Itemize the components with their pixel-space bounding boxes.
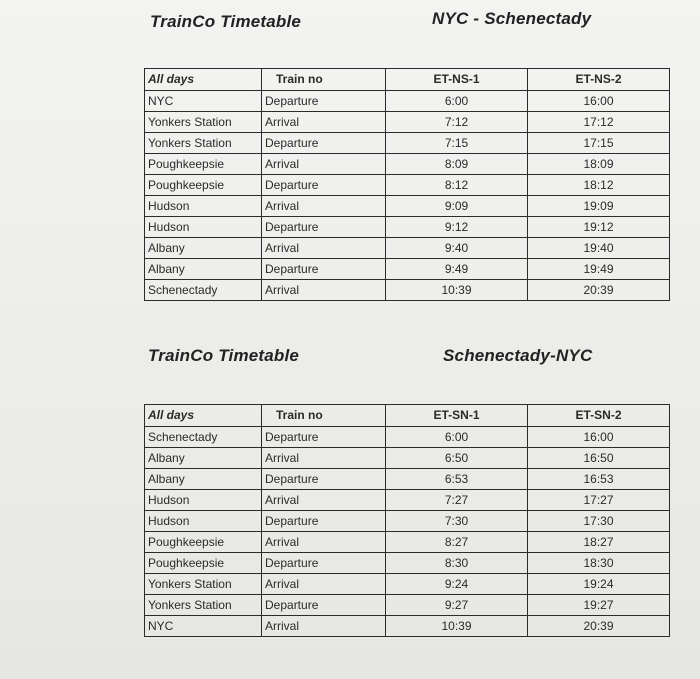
table-row [145,217,670,238]
header-station: All days [145,69,262,91]
section-1-title: TrainCo Timetable [150,12,302,31]
table-row [145,133,670,154]
table-header-row [145,405,670,427]
station-cell: Schenectady [145,427,262,448]
station-cell: Schenectady [145,280,262,301]
train-2-time-cell: 16:00 [528,427,670,448]
train-2-time-cell: 19:24 [528,574,670,595]
table-row [145,448,670,469]
station-cell: Poughkeepsie [145,532,262,553]
train-2-time-cell: 18:30 [528,553,670,574]
train-2-time-cell: 17:30 [528,511,670,532]
event-type-cell: Departure [262,133,386,154]
event-type-cell: Departure [262,91,386,112]
train-1-time-cell: 8:27 [386,532,528,553]
timetable-nyc-schenectady [144,68,670,301]
train-1-time-cell: 6:50 [386,448,528,469]
train-2-time-cell: 17:15 [528,133,670,154]
header-train-no: Train no [262,405,386,427]
station-cell: Albany [145,259,262,280]
station-cell: Poughkeepsie [145,553,262,574]
station-cell: Hudson [145,196,262,217]
table-row [145,511,670,532]
table-row [145,154,670,175]
table-header-row [145,69,670,91]
table-row [145,490,670,511]
table-row [145,175,670,196]
event-type-cell: Departure [262,217,386,238]
train-1-time-cell: 7:27 [386,490,528,511]
table-row [145,196,670,217]
event-type-cell: Arrival [262,532,386,553]
train-1-time-cell: 9:49 [386,259,528,280]
train-1-time-cell: 9:09 [386,196,528,217]
train-2-time-cell: 19:49 [528,259,670,280]
event-type-cell: Arrival [262,616,386,637]
train-1-time-cell: 9:40 [386,238,528,259]
timetable-body [145,405,670,637]
table-row [145,259,670,280]
train-1-time-cell: 8:30 [386,553,528,574]
station-cell: Albany [145,238,262,259]
event-type-cell: Departure [262,427,386,448]
section-1-route: NYC - Schenectady [432,9,592,28]
station-cell: Albany [145,448,262,469]
train-1-time-cell: 6:00 [386,427,528,448]
header-train-no: Train no [262,69,386,91]
event-type-cell: Departure [262,553,386,574]
station-cell: Hudson [145,490,262,511]
event-type-cell: Arrival [262,490,386,511]
station-cell: Poughkeepsie [145,154,262,175]
station-cell: Yonkers Station [145,112,262,133]
table-row [145,595,670,616]
train-1-time-cell: 10:39 [386,280,528,301]
station-cell: NYC [145,91,262,112]
table-row [145,112,670,133]
station-cell: Albany [145,469,262,490]
train-2-time-cell: 18:27 [528,532,670,553]
train-2-time-cell: 18:12 [528,175,670,196]
section-2-route: Schenectady-NYC [443,346,593,365]
train-2-time-cell: 17:27 [528,490,670,511]
train-1-time-cell: 6:53 [386,469,528,490]
train-1-time-cell: 10:39 [386,616,528,637]
station-cell: Yonkers Station [145,133,262,154]
train-2-time-cell: 19:12 [528,217,670,238]
event-type-cell: Departure [262,511,386,532]
table-row [145,616,670,637]
event-type-cell: Departure [262,259,386,280]
train-1-time-cell: 7:15 [386,133,528,154]
table-row [145,532,670,553]
train-2-time-cell: 18:09 [528,154,670,175]
station-cell: Yonkers Station [145,595,262,616]
event-type-cell: Arrival [262,238,386,259]
timetable-schenectady-nyc [144,404,670,637]
station-cell: Poughkeepsie [145,175,262,196]
table-row [145,91,670,112]
train-1-time-cell: 7:12 [386,112,528,133]
train-2-time-cell: 16:00 [528,91,670,112]
event-type-cell: Arrival [262,154,386,175]
table-row [145,238,670,259]
train-1-time-cell: 9:24 [386,574,528,595]
header-train-2: ET-SN-2 [528,405,670,427]
event-type-cell: Departure [262,175,386,196]
section-2-title: TrainCo Timetable [148,346,300,365]
station-cell: NYC [145,616,262,637]
train-2-time-cell: 20:39 [528,280,670,301]
event-type-cell: Arrival [262,574,386,595]
train-1-time-cell: 9:12 [386,217,528,238]
header-train-1: ET-SN-1 [386,405,528,427]
train-2-time-cell: 16:53 [528,469,670,490]
header-train-1: ET-NS-1 [386,69,528,91]
event-type-cell: Arrival [262,196,386,217]
table-row [145,469,670,490]
header-train-2: ET-NS-2 [528,69,670,91]
event-type-cell: Departure [262,469,386,490]
table-row [145,280,670,301]
table-row [145,553,670,574]
station-cell: Hudson [145,217,262,238]
train-2-time-cell: 19:27 [528,595,670,616]
train-2-time-cell: 16:50 [528,448,670,469]
timetable-body [145,69,670,301]
train-2-time-cell: 17:12 [528,112,670,133]
event-type-cell: Arrival [262,112,386,133]
train-1-time-cell: 8:12 [386,175,528,196]
train-2-time-cell: 19:09 [528,196,670,217]
train-2-time-cell: 20:39 [528,616,670,637]
event-type-cell: Arrival [262,280,386,301]
train-1-time-cell: 8:09 [386,154,528,175]
header-station: All days [145,405,262,427]
event-type-cell: Arrival [262,448,386,469]
station-cell: Hudson [145,511,262,532]
train-1-time-cell: 9:27 [386,595,528,616]
train-1-time-cell: 6:00 [386,91,528,112]
train-1-time-cell: 7:30 [386,511,528,532]
table-row [145,574,670,595]
train-2-time-cell: 19:40 [528,238,670,259]
station-cell: Yonkers Station [145,574,262,595]
table-row [145,427,670,448]
event-type-cell: Departure [262,595,386,616]
